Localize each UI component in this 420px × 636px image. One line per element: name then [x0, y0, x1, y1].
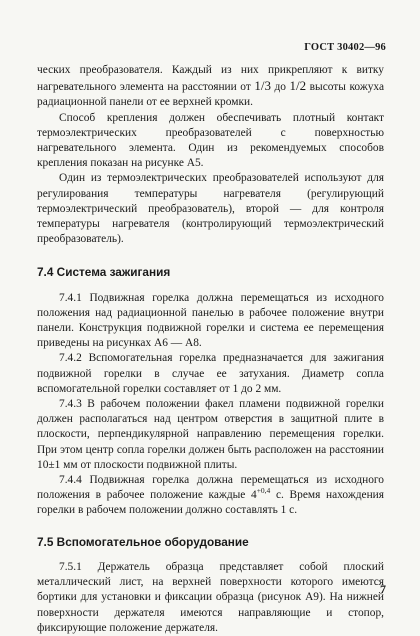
page-number: 7 [380, 582, 386, 596]
paragraph-text: 7.4.4 Подвижная горелка должна перемещаться из исходного положения в рабочее положение каждые 4 [37, 474, 384, 502]
section-heading-7-5: 7.5 Вспомогательное оборудование [37, 534, 249, 549]
paragraph-7-4-3: 7.4.3 В рабочем положении факел пламени подвижной горелки должен располагаться над центром отверстия в защитной плите в плоскости, перпендикулярной направлению перемещения горелки. При этом центр сопла горелки должен быть расположен на расстоянии 10±1 мм от плоскости подвижной плиты. [37, 398, 384, 471]
paragraph-7-5-1: 7.5.1 Держатель образца представляет собой плоский металлический лист, на верхней поверхности которого имеются бортики для установки и фиксации образца (рисунок А9). На нижней поверхности держателя имеются направляющие и стопор, фиксирующие положение держателя. [37, 560, 384, 634]
section-heading-7-4: 7.4 Система зажигания [37, 265, 171, 280]
paragraph-7-4-1: 7.4.1 Подвижная горелка должна перемещаться из исходного положения над радиационной панелью в рабочее положение внутри панели. Конструкция подвижной горелки и система ее перемещения приведены на рисунках А6 — А8. [37, 291, 384, 350]
paragraph-continuation [37, 63, 384, 111]
fraction-one-third: 1/3 [254, 78, 271, 94]
paragraph-text: ческих преобразователя. Каждый из них прикрепляют к витку нагревательного элемента на расстоянии от [37, 64, 384, 94]
paragraph-mounting-method: Способ крепления должен обеспечивать плотный контакт термоэлектрических преобразователей с поверхностью нагревательного элемента. Один из рекомендуемых способов крепления показан на рисунке А5. [37, 111, 384, 170]
fraction-one-half: 1/2 [289, 78, 307, 94]
tolerance-superscript: +0,4 [256, 486, 271, 496]
paragraph-text: до [270, 81, 290, 94]
paragraph-text: высоты кожуха радиационной панели от ее верхней кромки. [37, 81, 384, 109]
document-header: ГОСТ 30402—96 [304, 42, 386, 53]
paragraph-thermocouple-usage: Один из термоэлектрических преобразователей используют для регулирования температуры нагревателя (регулирующий термоэлектрический преобразователь), второй — для контроля температуры нагревателя (контролирующий термоэлектрический преобразователь). [37, 172, 384, 246]
paragraph-7-4-4 [37, 473, 384, 519]
paragraph-text: с. Время нахождения горелки в рабочем положении должно составлять 1 с. [37, 489, 384, 517]
paragraph-7-4-2: 7.4.2 Вспомогательная горелка предназначается для зажигания подвижной горелки в случае ее затухания. Диаметр сопла вспомогательной горелки составляет от 1 до 2 мм. [37, 352, 384, 395]
document-body [37, 63, 384, 636]
